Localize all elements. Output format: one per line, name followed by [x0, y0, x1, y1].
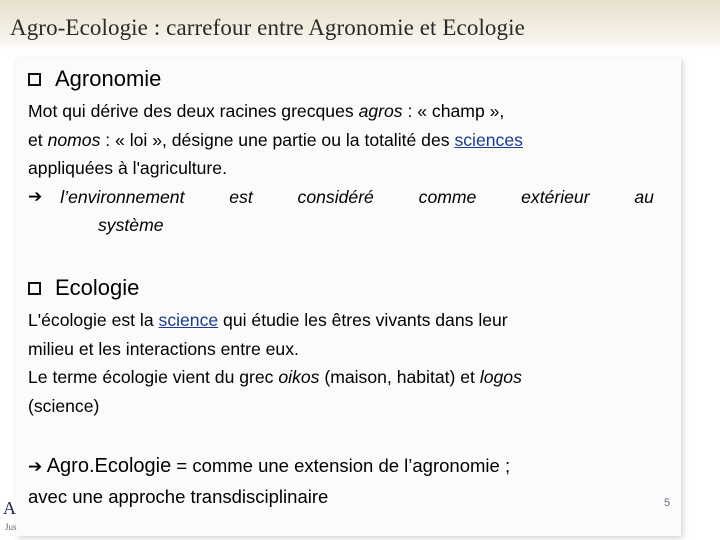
agroecologie-definition: = comme une extension de l’agronomie ;	[171, 455, 511, 476]
arrow-right-icon: ➔	[28, 457, 43, 477]
agronomie-line-3: appliquées à l'agriculture.	[28, 158, 227, 178]
consequence-word: l’environnement	[60, 186, 185, 207]
ecologie-line-2: milieu et les interactions entre eux.	[28, 338, 299, 359]
ecologie-heading	[28, 275, 139, 301]
agroecologie-line-2: avec une approche transdisciplinaire	[28, 486, 329, 507]
agroecologie-summary	[28, 452, 510, 482]
agronomie-heading	[28, 66, 161, 92]
consequence-word: est	[229, 186, 253, 207]
checkbox-bullet-icon	[28, 73, 41, 86]
text-segment: (maison, habitat) et	[319, 367, 480, 387]
page-number: 5	[664, 497, 671, 509]
term-oikos: oikos	[278, 367, 320, 387]
text-segment: Le terme écologie vient du grec	[28, 367, 279, 387]
consequence-start	[28, 183, 184, 212]
term-nomos: nomos	[47, 129, 101, 150]
agronomie-line-1	[28, 97, 654, 126]
agronomie-consequence	[28, 183, 654, 212]
ecologie-line-4: (science)	[28, 395, 100, 416]
corner-logo-subtext: Jus	[5, 522, 17, 532]
consequence-word: considéré	[297, 186, 374, 207]
agronomie-heading-label: Agronomie	[55, 66, 162, 91]
text-segment: et	[28, 129, 48, 150]
agronomie-line-2	[28, 126, 654, 155]
ecologie-heading-label: Ecologie	[55, 275, 140, 300]
ecologie-line-3	[28, 363, 522, 392]
text-segment: : « champ »,	[402, 101, 505, 121]
ecologie-line-1	[28, 306, 522, 335]
term-agros: agros	[358, 101, 403, 121]
text-segment: : « loi », désigne une partie ou la totalité des	[100, 129, 455, 150]
science-link[interactable]: science	[158, 310, 219, 330]
slide-title: Agro-Ecologie : carrefour entre Agronomie et Ecologie	[10, 15, 525, 40]
text-segment: qui étudie les êtres vivants dans leur	[218, 310, 508, 330]
checkbox-bullet-icon	[28, 282, 41, 295]
consequence-word: comme	[418, 186, 477, 207]
consequence-word: extérieur	[521, 186, 590, 207]
corner-logo-letter: A	[3, 498, 16, 518]
arrow-right-icon: ➔	[28, 186, 43, 207]
sciences-link[interactable]: sciences	[454, 129, 523, 150]
text-segment: L'écologie est la	[28, 310, 159, 330]
ecologie-definition	[28, 306, 522, 420]
term-logos: logos	[479, 367, 522, 387]
text-segment: Mot qui dérive des deux racines grecques	[28, 101, 359, 121]
consequence-word: au	[634, 186, 654, 207]
agronomie-definition	[28, 97, 654, 240]
agroecologie-term: Agro.Ecologie	[42, 455, 172, 477]
agronomie-consequence-line-2: système	[98, 215, 164, 235]
